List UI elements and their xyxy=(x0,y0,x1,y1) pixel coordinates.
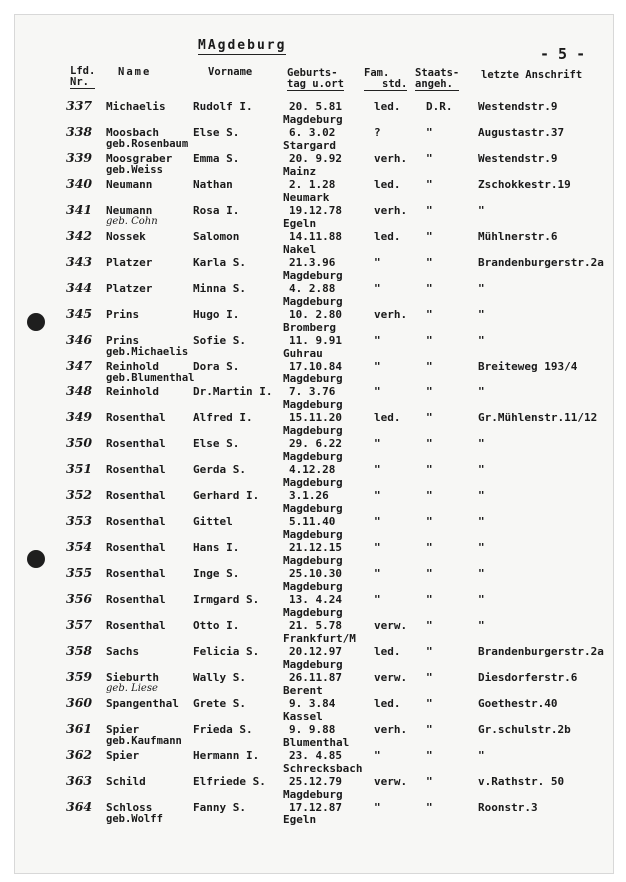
marital-status: " xyxy=(374,593,381,606)
birth-date: 21. 5.78 xyxy=(289,619,342,632)
birthplace: Kassel xyxy=(283,710,323,723)
entry-number: 356 xyxy=(66,591,93,606)
marital-status: " xyxy=(374,334,381,347)
header-name: Name xyxy=(118,66,152,78)
birthplace: Magdeburg xyxy=(283,580,343,593)
citizenship: " xyxy=(426,723,433,736)
birth-date: 6. 3.02 xyxy=(289,126,336,139)
maiden-name: geb.Kaufmann xyxy=(106,735,182,747)
birth-date: 13. 4.24 xyxy=(289,593,342,606)
surname: Platzer xyxy=(106,256,153,269)
marital-status: led. xyxy=(374,697,401,710)
last-address: " xyxy=(478,619,485,632)
first-name: Rudolf I. xyxy=(193,100,253,113)
surname: Sieburth xyxy=(106,671,159,684)
last-address: " xyxy=(478,334,485,347)
citizenship: " xyxy=(426,567,433,580)
header-geburtstag: Geburts- tag u.ort xyxy=(287,67,344,90)
birth-date: 21.3.96 xyxy=(289,256,336,269)
last-address: Goethestr.40 xyxy=(478,697,558,710)
last-address: " xyxy=(478,749,485,762)
citizenship: " xyxy=(426,385,433,398)
birthplace-last: Egeln xyxy=(283,813,317,826)
surname: Reinhold xyxy=(106,360,159,373)
surname: Schild xyxy=(106,775,146,788)
first-name: Irmgard S. xyxy=(193,593,260,606)
entry-number: 346 xyxy=(66,332,93,347)
last-address: " xyxy=(478,204,485,217)
last-address: Roonstr.3 xyxy=(478,801,538,814)
first-name: Gerda S. xyxy=(193,463,246,476)
citizenship: " xyxy=(426,619,433,632)
entry-number: 340 xyxy=(66,176,93,191)
birth-date: 23. 4.85 xyxy=(289,749,342,762)
maiden-name: geb. Cohn xyxy=(106,216,158,227)
last-address: v.Rathstr. 50 xyxy=(478,775,565,788)
surname: Moosgraber xyxy=(106,152,173,165)
surname: Spier xyxy=(106,723,140,736)
last-address: Brandenburgerstr.2a xyxy=(478,256,604,269)
surname: Rosenthal xyxy=(106,541,166,554)
entry-number: 354 xyxy=(66,539,93,554)
last-address: " xyxy=(478,308,485,321)
entry-number: 363 xyxy=(66,773,93,788)
marital-status: verh. xyxy=(374,308,408,321)
last-address: " xyxy=(478,593,485,606)
birth-date: 4. 2.88 xyxy=(289,282,336,295)
birthplace: Magdeburg xyxy=(283,372,343,385)
marital-status: " xyxy=(374,256,381,269)
citizenship: " xyxy=(426,515,433,528)
birthplace: Magdeburg xyxy=(283,269,343,282)
birth-date: 19.12.78 xyxy=(289,204,342,217)
entry-number: 364 xyxy=(66,799,93,814)
surname: Michaelis xyxy=(106,100,166,113)
first-name: Minna S. xyxy=(193,282,246,295)
birth-date: 25.10.30 xyxy=(289,567,342,580)
birthplace: Nakel xyxy=(283,243,317,256)
citizenship: " xyxy=(426,152,433,165)
citizenship: " xyxy=(426,671,433,684)
citizenship: " xyxy=(426,489,433,502)
marital-status: " xyxy=(374,437,381,450)
entry-number: 360 xyxy=(66,695,93,710)
header-staatsangehoerigkeit: Staats- angeh. xyxy=(415,67,460,90)
marital-status: led. xyxy=(374,411,401,424)
entry-number: 361 xyxy=(66,721,93,736)
birth-date: 7. 3.76 xyxy=(289,385,336,398)
last-address: " xyxy=(478,567,485,580)
entry-number: 342 xyxy=(66,228,93,243)
entry-number: 339 xyxy=(66,150,93,165)
header-famstand: Fam. std. xyxy=(364,67,408,90)
entry-number: 352 xyxy=(66,487,93,502)
birthplace: Magdeburg xyxy=(283,424,343,437)
birth-date: 25.12.79 xyxy=(289,775,342,788)
entry-number: 344 xyxy=(66,280,93,295)
entry-number: 341 xyxy=(66,202,93,217)
surname: Rosenthal xyxy=(106,489,166,502)
entry-number: 338 xyxy=(66,124,93,139)
citizenship: " xyxy=(426,775,433,788)
birthplace: Neumark xyxy=(283,191,330,204)
citizenship: " xyxy=(426,593,433,606)
birth-date: 20. 5.81 xyxy=(289,100,342,113)
first-name: Fanny S. xyxy=(193,801,246,814)
first-name: Felicia S. xyxy=(193,645,260,658)
marital-status: " xyxy=(374,515,381,528)
last-address: Brandenburgerstr.2a xyxy=(478,645,604,658)
birth-date: 15.11.20 xyxy=(289,411,342,424)
entry-number: 358 xyxy=(66,643,93,658)
maiden-name: geb.Blumenthal xyxy=(106,372,195,384)
citizenship: " xyxy=(426,541,433,554)
surname: Neumann xyxy=(106,204,153,217)
marital-status: led. xyxy=(374,230,401,243)
birth-date: 4.12.28 xyxy=(289,463,336,476)
marital-status: verw. xyxy=(374,775,408,788)
last-address: Diesdorferstr.6 xyxy=(478,671,578,684)
last-address: " xyxy=(478,541,485,554)
birthplace: Frankfurt/M xyxy=(283,632,356,645)
first-name: Emma S. xyxy=(193,152,240,165)
first-name: Hugo I. xyxy=(193,308,240,321)
first-name: Elfriede S. xyxy=(193,775,266,788)
birthplace: Magdeburg xyxy=(283,295,343,308)
marital-status: ? xyxy=(374,126,381,139)
birth-date: 14.11.88 xyxy=(289,230,342,243)
birthplace: Blumenthal xyxy=(283,736,350,749)
citizenship: " xyxy=(426,801,433,814)
surname: Schloss xyxy=(106,801,153,814)
birthplace: Magdeburg xyxy=(283,113,343,126)
first-name: Sofie S. xyxy=(193,334,246,347)
first-name: Dora S. xyxy=(193,360,240,373)
surname: Nossek xyxy=(106,230,146,243)
surname: Rosenthal xyxy=(106,619,166,632)
citizenship: " xyxy=(426,308,433,321)
first-name: Gittel xyxy=(193,515,233,528)
maiden-name: geb.Michaelis xyxy=(106,346,189,358)
surname: Prins xyxy=(106,334,140,347)
marital-status: " xyxy=(374,282,381,295)
birthplace: Guhrau xyxy=(283,347,323,360)
header-letzte-anschrift: letzte Anschrift xyxy=(481,69,583,81)
surname: Rosenthal xyxy=(106,463,166,476)
surname: Moosbach xyxy=(106,126,159,139)
header-vorname: Vorname xyxy=(208,66,253,78)
surname: Rosenthal xyxy=(106,567,166,580)
marital-status: " xyxy=(374,801,381,814)
entry-number: 345 xyxy=(66,306,93,321)
last-address: Mühlnerstr.6 xyxy=(478,230,558,243)
birthplace: Stargard xyxy=(283,139,336,152)
first-name: Rosa I. xyxy=(193,204,240,217)
last-address: Breiteweg 193/4 xyxy=(478,360,578,373)
last-address: Zschokkestr.19 xyxy=(478,178,571,191)
last-address: Gr.Mühlenstr.11/12 xyxy=(478,411,598,424)
entry-number: 350 xyxy=(66,435,93,450)
entry-number: 349 xyxy=(66,409,93,424)
birth-date: 17.12.87 xyxy=(289,801,342,814)
first-name: Else S. xyxy=(193,126,240,139)
birthplace: Schrecksbach xyxy=(283,762,363,775)
birth-date: 29. 6.22 xyxy=(289,437,342,450)
birth-date: 9. 9.88 xyxy=(289,723,336,736)
first-name: Hans I. xyxy=(193,541,240,554)
birth-date: 5.11.40 xyxy=(289,515,336,528)
entry-number: 343 xyxy=(66,254,93,269)
last-address: " xyxy=(478,385,485,398)
birth-date: 11. 9.91 xyxy=(289,334,342,347)
citizenship: " xyxy=(426,256,433,269)
first-name: Nathan xyxy=(193,178,233,191)
surname: Rosenthal xyxy=(106,437,166,450)
marital-status: verh. xyxy=(374,204,408,217)
birthplace: Magdeburg xyxy=(283,788,343,801)
first-name: Alfred I. xyxy=(193,411,253,424)
maiden-name: geb. Liese xyxy=(106,683,158,694)
surname: Neumann xyxy=(106,178,153,191)
first-name: Hermann I. xyxy=(193,749,260,762)
last-address: " xyxy=(478,489,485,502)
document-title: MAgdeburg xyxy=(198,38,287,53)
birth-date: 20. 9.92 xyxy=(289,152,342,165)
citizenship: " xyxy=(426,282,433,295)
surname: Sachs xyxy=(106,645,140,658)
maiden-name: geb.Rosenbaum xyxy=(106,138,189,150)
first-name: Salomon xyxy=(193,230,240,243)
maiden-name: geb.Weiss xyxy=(106,164,163,176)
birth-date: 20.12.97 xyxy=(289,645,342,658)
birthplace: Magdeburg xyxy=(283,450,343,463)
marital-status: " xyxy=(374,489,381,502)
last-address: Westendstr.9 xyxy=(478,100,558,113)
birth-date: 2. 1.28 xyxy=(289,178,336,191)
header-nr: Lfd. Nr. xyxy=(70,65,96,88)
first-name: Frieda S. xyxy=(193,723,253,736)
citizenship: D.R. xyxy=(426,100,453,113)
last-address: " xyxy=(478,515,485,528)
birth-date: 26.11.87 xyxy=(289,671,342,684)
surname: Spangenthal xyxy=(106,697,179,710)
entry-number: 353 xyxy=(66,513,93,528)
marital-status: verw. xyxy=(374,619,408,632)
first-name: Dr.Martin I. xyxy=(193,385,273,398)
entry-number: 337 xyxy=(66,98,93,113)
birth-date: 17.10.84 xyxy=(289,360,342,373)
birth-date: 3.1.26 xyxy=(289,489,329,502)
entry-number: 362 xyxy=(66,747,93,762)
entry-number: 347 xyxy=(66,358,93,373)
citizenship: " xyxy=(426,126,433,139)
marital-status: led. xyxy=(374,178,401,191)
last-address: Augustastr.37 xyxy=(478,126,565,139)
marital-status: " xyxy=(374,463,381,476)
entry-number: 355 xyxy=(66,565,93,580)
surname: Prins xyxy=(106,308,140,321)
page-number: - 5 - xyxy=(540,45,586,63)
maiden-name: geb.Wolff xyxy=(106,813,163,825)
first-name: Karla S. xyxy=(193,256,246,269)
citizenship: " xyxy=(426,230,433,243)
citizenship: " xyxy=(426,178,433,191)
birthplace: Magdeburg xyxy=(283,606,343,619)
entry-number: 359 xyxy=(66,669,93,684)
surname: Rosenthal xyxy=(106,515,166,528)
entry-number: 351 xyxy=(66,461,93,476)
birthplace: Magdeburg xyxy=(283,528,343,541)
birthplace: Bromberg xyxy=(283,321,336,334)
first-name: Grete S. xyxy=(193,697,246,710)
citizenship: " xyxy=(426,411,433,424)
surname: Rosenthal xyxy=(106,593,166,606)
marital-status: " xyxy=(374,541,381,554)
marital-status: led. xyxy=(374,645,401,658)
birthplace: Magdeburg xyxy=(283,476,343,489)
birthplace: Berent xyxy=(283,684,323,697)
last-address: " xyxy=(478,282,485,295)
birthplace: Egeln xyxy=(283,217,317,230)
birthplace: Magdeburg xyxy=(283,502,343,515)
birth-date: 10. 2.80 xyxy=(289,308,342,321)
surname: Reinhold xyxy=(106,385,159,398)
marital-status: led. xyxy=(374,100,401,113)
first-name: Inge S. xyxy=(193,567,240,580)
surname: Spier xyxy=(106,749,140,762)
citizenship: " xyxy=(426,697,433,710)
last-address: " xyxy=(478,437,485,450)
surname: Platzer xyxy=(106,282,153,295)
first-name: Otto I. xyxy=(193,619,240,632)
marital-status: verw. xyxy=(374,671,408,684)
surname: Rosenthal xyxy=(106,411,166,424)
citizenship: " xyxy=(426,437,433,450)
last-address: Westendstr.9 xyxy=(478,152,558,165)
entry-number: 357 xyxy=(66,617,93,632)
marital-status: verh. xyxy=(374,723,408,736)
citizenship: " xyxy=(426,749,433,762)
marital-status: " xyxy=(374,385,381,398)
marital-status: " xyxy=(374,567,381,580)
birth-date: 9. 3.84 xyxy=(289,697,336,710)
marital-status: " xyxy=(374,749,381,762)
last-address: " xyxy=(478,463,485,476)
birthplace: Magdeburg xyxy=(283,398,343,411)
last-address: Gr.schulstr.2b xyxy=(478,723,571,736)
entry-number: 348 xyxy=(66,383,93,398)
citizenship: " xyxy=(426,204,433,217)
citizenship: " xyxy=(426,645,433,658)
citizenship: " xyxy=(426,334,433,347)
citizenship: " xyxy=(426,463,433,476)
first-name: Gerhard I. xyxy=(193,489,260,502)
marital-status: verh. xyxy=(374,152,408,165)
citizenship: " xyxy=(426,360,433,373)
first-name: Else S. xyxy=(193,437,240,450)
birthplace: Mainz xyxy=(283,165,317,178)
birthplace: Magdeburg xyxy=(283,554,343,567)
marital-status: " xyxy=(374,360,381,373)
first-name: Wally S. xyxy=(193,671,246,684)
birth-date: 21.12.15 xyxy=(289,541,342,554)
birthplace: Magdeburg xyxy=(283,658,343,671)
